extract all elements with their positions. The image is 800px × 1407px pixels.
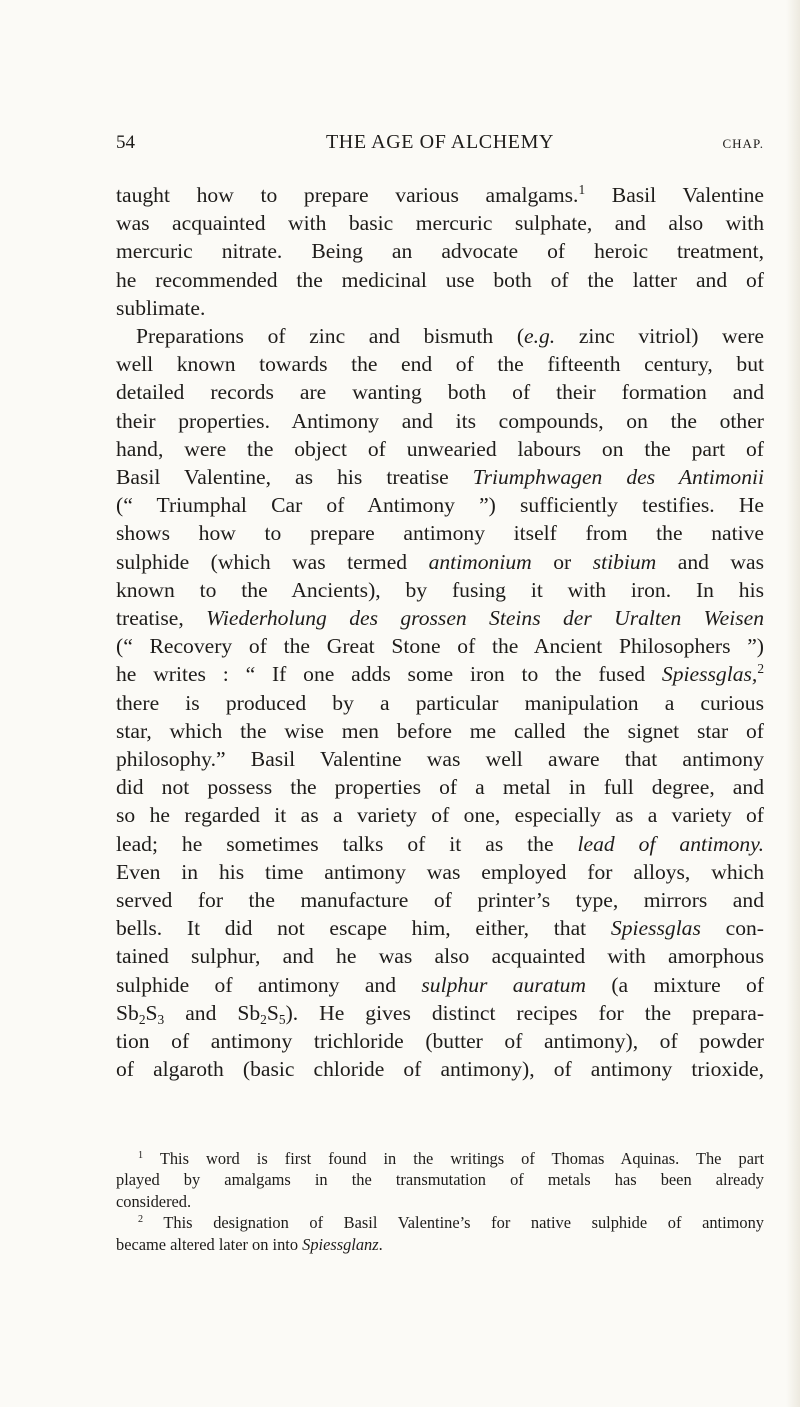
italic-title: Wiederholung des grossen Steins der Uralten Weisen [206, 606, 764, 631]
text-line: so he regarded it as a variety of one, especially as a variety of [116, 803, 764, 828]
text-line: (“ Triumphal Car of Antimony ”) sufficiently testifies. He [116, 493, 764, 518]
text-line: philosophy.” Basil Valentine was well aware that antimony [116, 747, 764, 772]
text-line: Basil Valentine, as his treatise Triumphwagen des Antimonii [116, 465, 765, 490]
footnote-line: became altered later on into Spiessglanz. [116, 1234, 383, 1254]
footnotes [116, 1148, 764, 1255]
text-line: sulphide of antimony and sulphur auratum (a mixture of [116, 972, 765, 997]
text-line: sulphide (which was termed antimonium or stibium and was [116, 549, 764, 574]
text-line: bells. It did not escape him, either, that Spiessglas con- [116, 916, 764, 941]
text-line: mercuric nitrate. Being an advocate of heroic treatment, [116, 239, 764, 264]
text-line: detailed records are wanting both of their formation and [116, 380, 764, 405]
text-line: $Sb_2S_3$ and $Sb_2S_5$). He gives distinct recipes for the prepara- [116, 1000, 765, 1027]
text-line: shows how to prepare antimony itself from the native [116, 521, 764, 546]
text-line: sublimate. [116, 295, 206, 320]
text-line: was acquainted with basic mercuric sulphate, and also with [116, 211, 764, 236]
text-line: Preparations of zinc and bismuth (e.g. zinc vitriol) were [136, 324, 764, 349]
text-line: he writes : “ If one adds some iron to the fused Spiessglas,$^2$ [116, 661, 764, 687]
text-line: did not possess the properties of a metal in full degree, and [116, 775, 764, 800]
text-line: of algaroth (basic chloride of antimony), of antimony trioxide, [116, 1057, 764, 1082]
text-line: there is produced by a particular manipulation a curious [116, 690, 764, 715]
chapter-abbreviation: CHAP. [722, 136, 764, 151]
text-line: Even in his time antimony was employed for alloys, which [116, 859, 764, 884]
page-edge-shadow [786, 0, 800, 1407]
running-title: THE AGE OF ALCHEMY [325, 131, 555, 153]
text-line: their properties. Antimony and its compounds, on the other [116, 408, 764, 433]
footnote-ref: 1 [578, 181, 586, 197]
text-line: hand, were the object of unwearied labours on the part of [116, 436, 764, 461]
running-head [116, 128, 764, 158]
italic-title: Triumphwagen des Antimonii [472, 465, 765, 490]
text-line: star, which the wise men before me called the signet star of [116, 718, 764, 743]
footnote-line: $^2$ This designation of Basil Valentine’s for native sulphide of antimony [138, 1213, 764, 1233]
text-line: tion of antimony trichloride (butter of antimony), of powder [116, 1029, 764, 1054]
footnote-line: $^1$ This word is first found in the writings of Thomas Aquinas. The part [138, 1149, 764, 1168]
footnote-marker: 2 [138, 1214, 144, 1226]
footnote-line: played by amalgams in the transmutation of metals has been already [116, 1170, 764, 1190]
text-line: tained sulphur, and he was also acquainted with amorphous [116, 944, 764, 969]
body-text [116, 181, 764, 1084]
footnote-line: considered. [116, 1191, 192, 1211]
text-line: served for the manufacture of printer’s type, mirrors and [116, 888, 764, 913]
footnote-marker: 1 [138, 1149, 144, 1161]
text-line: known to the Ancients), by fusing it with iron. In his [116, 577, 764, 602]
text-line: lead; he sometimes talks of it as the lead of antimony. [116, 831, 764, 856]
text-line: taught how to prepare various amalgams.$^1$ Basil Valentine [116, 181, 764, 207]
text-line: he recommended the medicinal use both of the latter and of [116, 267, 764, 292]
text-line: treatise, Wiederholung des grossen Steins der Uralten Weisen [116, 606, 764, 631]
text-line: well known towards the end of the fifteenth century, but [116, 352, 764, 377]
page-number: 54 [116, 132, 135, 153]
text-line: (“ Recovery of the Great Stone of the Ancient Philosophers ”) [116, 634, 764, 659]
footnote-ref: 2 [757, 661, 764, 677]
